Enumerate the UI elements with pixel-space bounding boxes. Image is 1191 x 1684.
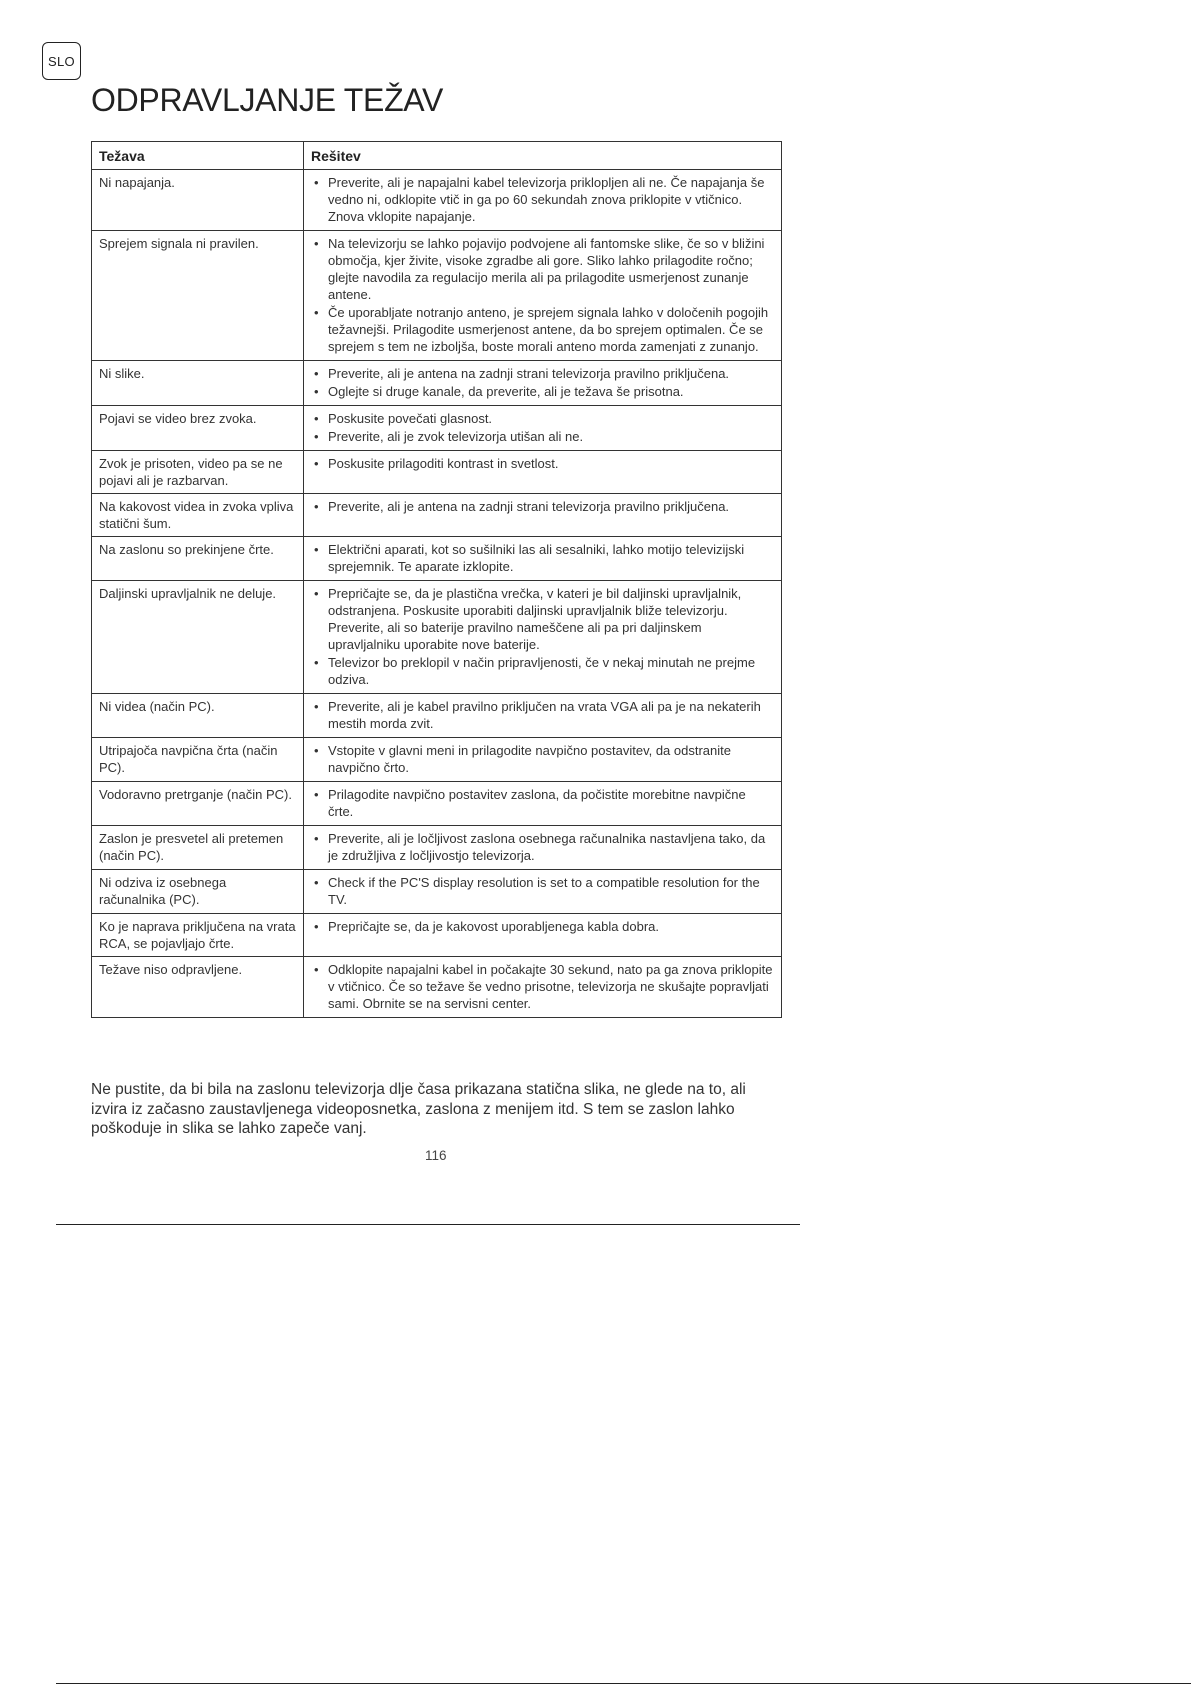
solution-item: • Check if the PC'S display resolution is set to a compatible resolution for the TV. [312,874,773,908]
problem-cell: Na kakovost videa in zvoka vpliva statični šum. [92,494,304,537]
table-row [92,451,782,494]
solution-item: • Oglejte si druge kanale, da preverite, ali je težava še prisotna. [312,383,773,400]
solution-cell [304,231,782,361]
solution-item: • Poskusite povečati glasnost. [312,410,773,427]
solution-item: • Odklopite napajalni kabel in počakajte 30 sekund, nato pa ga znova priklopite v vtičnico. Če so težave še vedno prisotne, televizorja ne skušajte popravljati sami. Obrnite se na servisni center. [312,961,773,1012]
problem-cell: Ni slike. [92,361,304,406]
header-solution: Rešitev [304,142,782,170]
solution-cell [304,957,782,1018]
solution-list [312,498,773,515]
solution-cell [304,406,782,451]
problem-cell: Ko je naprava priključena na vrata RCA, se pojavljajo črte. [92,914,304,957]
solution-cell [304,870,782,914]
solution-item: • Prilagodite navpično postavitev zaslona, da počistite morebitne navpične črte. [312,786,773,820]
solution-item: • Poskusite prilagoditi kontrast in svetlost. [312,455,773,472]
solution-item: • Preverite, ali je antena na zadnji strani televizorja pravilno priključena. [312,498,773,515]
table-row [92,494,782,537]
solution-list [312,830,773,864]
table-row [92,826,782,870]
solution-cell [304,581,782,694]
table-row [92,406,782,451]
table-row [92,694,782,738]
solution-list [312,742,773,776]
solution-list [312,874,773,908]
solution-list [312,585,773,688]
table-row [92,537,782,581]
language-badge: SLO [42,42,81,80]
solution-list [312,961,773,1012]
solution-item: • Prepričajte se, da je plastična vrečka, v kateri je bil daljinski upravljalnik, odstranjena. Poskusite uporabiti daljinski upravljalnik bliže televizorju. Preverite, ali so baterije pravilno nameščene ali pa pri daljinskem upravljalniku uporabite nove baterije. [312,585,773,653]
solution-list [312,698,773,732]
header-problem: Težava [92,142,304,170]
table-row [92,581,782,694]
solution-item: • Televizor bo preklopil v način pripravljenosti, če v nekaj minutah ne prejme odziva. [312,654,773,688]
solution-item: • Če uporabljate notranjo anteno, je sprejem signala lahko v določenih pogojih težavnejši. Prilagodite usmerjenost antene, da bo sprejem optimalen. Če se sprejem s tem ne izboljša, boste morali anteno morda zamenjati z zunanjo. [312,304,773,355]
solution-cell [304,826,782,870]
table-row [92,738,782,782]
table-row [92,170,782,231]
solution-cell [304,494,782,537]
solution-list [312,410,773,445]
solution-item: • Vstopite v glavni meni in prilagodite navpično postavitev, da odstranite navpično črto. [312,742,773,776]
solution-cell [304,451,782,494]
solution-list [312,786,773,820]
divider-line [56,1224,800,1225]
page-number: 116 [425,1148,447,1163]
problem-cell: Utripajoča navpična črta (način PC). [92,738,304,782]
solution-cell [304,782,782,826]
solution-list [312,455,773,472]
problem-cell: Ni videa (način PC). [92,694,304,738]
table-row [92,957,782,1018]
solution-list [312,365,773,400]
troubleshooting-table [91,141,782,1018]
table-header-row [92,142,782,170]
solution-list [312,541,773,575]
solution-item: • Preverite, ali je zvok televizorja utišan ali ne. [312,428,773,445]
solution-item: • Prepričajte se, da je kakovost uporabljenega kabla dobra. [312,918,773,935]
table-row [92,914,782,957]
solution-list [312,235,773,355]
solution-cell [304,361,782,406]
table-row [92,782,782,826]
problem-cell: Vodoravno pretrganje (način PC). [92,782,304,826]
solution-cell [304,738,782,782]
problem-cell: Ni napajanja. [92,170,304,231]
problem-cell: Daljinski upravljalnik ne deluje. [92,581,304,694]
problem-cell: Pojavi se video brez zvoka. [92,406,304,451]
solution-item: • Preverite, ali je napajalni kabel televizorja priklopljen ali ne. Če napajanja še vedno ni, odklopite vtič in ga po 60 sekundah znova priklopite v vtičnico. Znova vklopite napajanje. [312,174,773,225]
problem-cell: Sprejem signala ni pravilen. [92,231,304,361]
solution-list [312,918,773,935]
problem-cell: Ni odziva iz osebnega računalnika (PC). [92,870,304,914]
solution-item: • Preverite, ali je kabel pravilno priključen na vrata VGA ali pa je na nekaterih mestih morda zvit. [312,698,773,732]
problem-cell: Na zaslonu so prekinjene črte. [92,537,304,581]
solution-item: • Električni aparati, kot so sušilniki las ali sesalniki, lahko motijo televizijski sprejemnik. Te aparate izklopite. [312,541,773,575]
problem-cell: Zaslon je presvetel ali pretemen (način PC). [92,826,304,870]
solution-item: • Preverite, ali je ločljivost zaslona osebnega računalnika nastavljena tako, da je združljiva z ločljivostjo televizorja. [312,830,773,864]
solution-cell [304,537,782,581]
static-image-warning: Ne pustite, da bi bila na zaslonu televizorja dlje časa prikazana statična slika, ne glede na to, ali izvira iz začasno zaustavljenega videoposnetka, zaslona z menijem itd. S tem se zaslon lahko poškoduje in slika se lahko zapeče vanj. [91,1081,746,1137]
problem-cell: Zvok je prisoten, video pa se ne pojavi ali je razbarvan. [92,451,304,494]
page-title: ODPRAVLJANJE TEŽAV [91,82,444,118]
table-row [92,870,782,914]
table-row [92,231,782,361]
solution-list [312,174,773,225]
solution-item: • Preverite, ali je antena na zadnji strani televizorja pravilno priključena. [312,365,773,382]
table-body [92,170,782,1018]
solution-cell [304,170,782,231]
problem-cell: Težave niso odpravljene. [92,957,304,1018]
solution-cell [304,914,782,957]
solution-cell [304,694,782,738]
table-row [92,361,782,406]
solution-item: • Na televizorju se lahko pojavijo podvojene ali fantomske slike, če so v bližini območja, kjer živite, visoke zgradbe ali gore. Sliko lahko prilagodite ročno; glejte navodila za regulacijo merila ali pa prilagodite usmerjenost zunanje antene. [312,235,773,303]
